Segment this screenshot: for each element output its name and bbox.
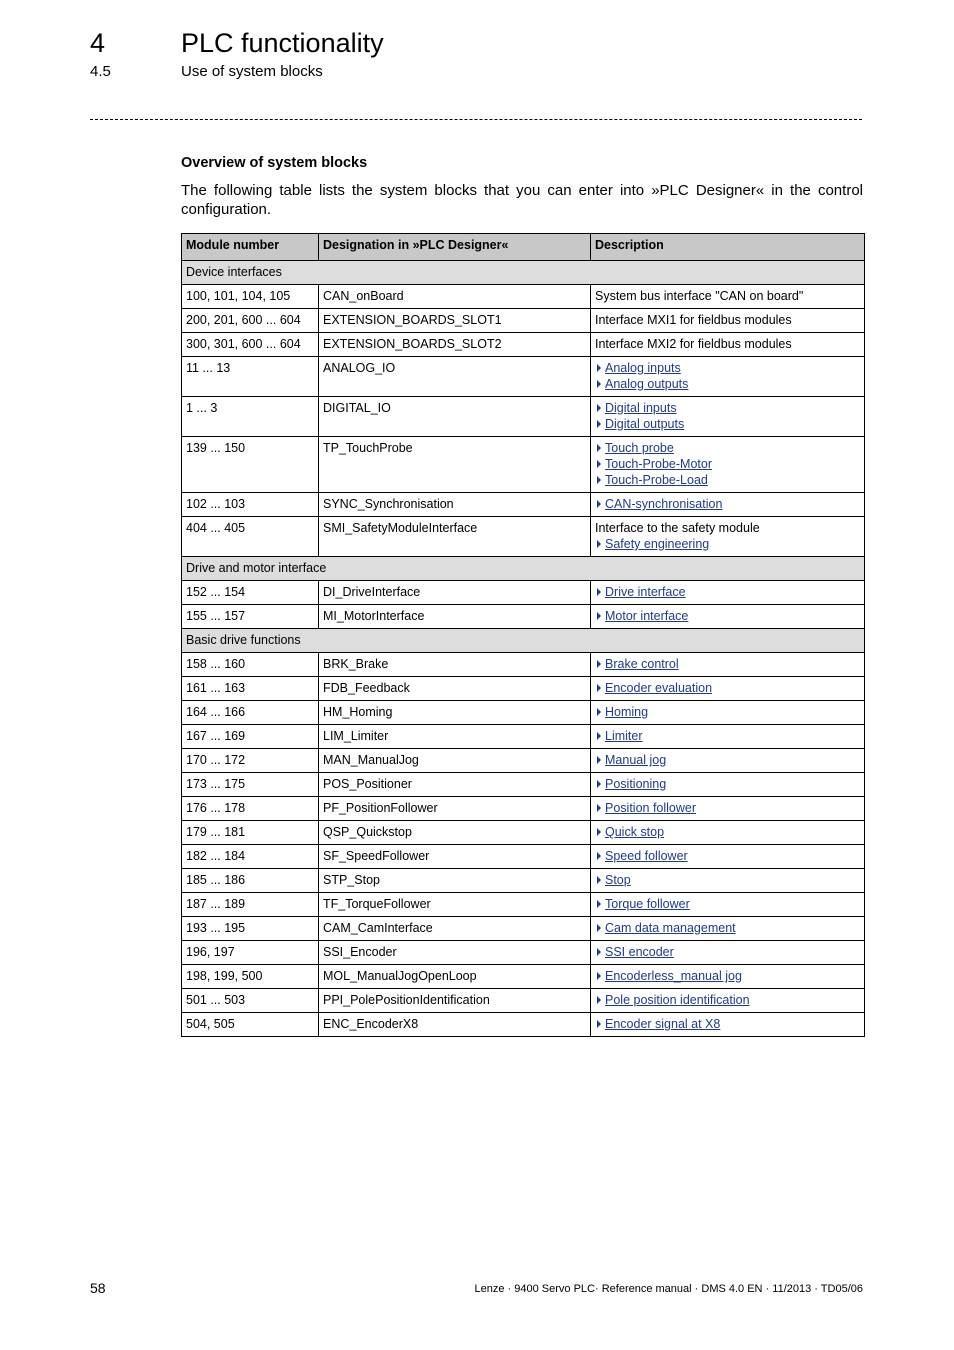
designation-cell: DI_DriveInterface (319, 581, 591, 605)
link-text[interactable]: Digital inputs (605, 401, 677, 415)
table-body (182, 261, 865, 1037)
module-number-cell: 179 ... 181 (182, 821, 319, 845)
designation-cell: EXTENSION_BOARDS_SLOT1 (319, 309, 591, 333)
module-number-cell: 196, 197 (182, 941, 319, 965)
description-cell (591, 581, 865, 605)
link-text[interactable]: Drive interface (605, 585, 686, 599)
module-number-cell: 161 ... 163 (182, 677, 319, 701)
table-row (182, 397, 865, 437)
description-cell (591, 605, 865, 629)
description-link[interactable] (595, 872, 860, 888)
description-cell (591, 821, 865, 845)
table-row (182, 845, 865, 869)
description-cell (591, 333, 865, 357)
module-number-cell: 152 ... 154 (182, 581, 319, 605)
link-text[interactable]: Torque follower (605, 897, 690, 911)
table-row (182, 677, 865, 701)
module-number-cell: 170 ... 172 (182, 749, 319, 773)
designation-cell: PPI_PolePositionIdentification (319, 989, 591, 1013)
intro-paragraph: The following table lists the system blocks that you can enter into »PLC Designer« in the control configuration. (181, 182, 863, 218)
module-number-cell: 300, 301, 600 ... 604 (182, 333, 319, 357)
module-number-cell: 139 ... 150 (182, 437, 319, 493)
description-link[interactable] (595, 416, 860, 432)
link-text[interactable]: SSI encoder (605, 945, 674, 959)
designation-cell: FDB_Feedback (319, 677, 591, 701)
designation-cell: QSP_Quickstop (319, 821, 591, 845)
description-link[interactable] (595, 896, 860, 912)
link-text[interactable]: Manual jog (605, 753, 667, 767)
description-link[interactable] (595, 360, 860, 376)
table-row (182, 989, 865, 1013)
link-text[interactable]: Quick stop (605, 825, 665, 839)
module-number-cell: 193 ... 195 (182, 917, 319, 941)
triangle-right-icon (597, 996, 601, 1004)
link-text[interactable]: Limiter (605, 729, 643, 743)
module-number-cell: 504, 505 (182, 1013, 319, 1037)
table-row (182, 357, 865, 397)
description-link[interactable] (595, 376, 860, 392)
description-link[interactable] (595, 1016, 860, 1032)
description-text: Interface MXI1 for fieldbus modules (595, 313, 792, 327)
module-number-cell: 404 ... 405 (182, 517, 319, 557)
module-number-cell: 501 ... 503 (182, 989, 319, 1013)
table-row (182, 1013, 865, 1037)
triangle-right-icon (597, 404, 601, 412)
designation-cell: ENC_EncoderX8 (319, 1013, 591, 1037)
section-number: 4.5 (90, 63, 111, 80)
description-cell (591, 797, 865, 821)
designation-cell: ANALOG_IO (319, 357, 591, 397)
designation-cell: LIM_Limiter (319, 725, 591, 749)
triangle-right-icon (597, 540, 601, 548)
description-link[interactable] (595, 992, 860, 1008)
link-text[interactable]: Analog inputs (605, 361, 681, 375)
designation-cell: SMI_SafetyModuleInterface (319, 517, 591, 557)
column-header-designation: Designation in »PLC Designer« (319, 234, 591, 261)
module-number-cell: 11 ... 13 (182, 357, 319, 397)
triangle-right-icon (597, 828, 601, 836)
table-row (182, 821, 865, 845)
triangle-right-icon (597, 972, 601, 980)
table-row (182, 437, 865, 493)
table-row (182, 701, 865, 725)
designation-cell: CAN_onBoard (319, 285, 591, 309)
module-number-cell: 158 ... 160 (182, 653, 319, 677)
description-cell (591, 397, 865, 437)
description-link[interactable] (595, 456, 860, 472)
description-cell (591, 285, 865, 309)
link-text[interactable]: Encoderless_manual jog (605, 969, 742, 983)
link-text[interactable]: Cam data management (605, 921, 736, 935)
description-cell (591, 869, 865, 893)
link-text[interactable]: Positioning (605, 777, 667, 791)
group-row (182, 261, 865, 285)
module-number-cell: 185 ... 186 (182, 869, 319, 893)
module-number-cell: 167 ... 169 (182, 725, 319, 749)
header-divider (90, 119, 862, 120)
table-row (182, 749, 865, 773)
triangle-right-icon (597, 948, 601, 956)
link-text[interactable]: Touch-Probe-Load (605, 473, 708, 487)
column-header-module-number: Module number (182, 234, 319, 261)
designation-cell: SSI_Encoder (319, 941, 591, 965)
triangle-right-icon (597, 876, 601, 884)
table-row (182, 773, 865, 797)
chapter-title: PLC functionality (181, 28, 384, 58)
triangle-right-icon (597, 612, 601, 620)
link-text[interactable]: Encoder signal at X8 (605, 1017, 721, 1031)
link-text[interactable]: Homing (605, 705, 649, 719)
triangle-right-icon (597, 660, 601, 668)
designation-cell: DIGITAL_IO (319, 397, 591, 437)
designation-cell: MAN_ManualJog (319, 749, 591, 773)
module-number-cell: 187 ... 189 (182, 893, 319, 917)
description-cell (591, 941, 865, 965)
description-cell (591, 893, 865, 917)
description-link[interactable] (595, 440, 860, 456)
table-row (182, 725, 865, 749)
table-header-row (182, 234, 865, 261)
table-row (182, 581, 865, 605)
table-row (182, 309, 865, 333)
table-row (182, 605, 865, 629)
table-row (182, 797, 865, 821)
link-text[interactable]: Position follower (605, 801, 697, 815)
triangle-right-icon (597, 364, 601, 372)
designation-cell: TP_TouchProbe (319, 437, 591, 493)
triangle-right-icon (597, 780, 601, 788)
description-link[interactable] (595, 752, 860, 768)
description-link[interactable] (595, 944, 860, 960)
triangle-right-icon (597, 900, 601, 908)
triangle-right-icon (597, 420, 601, 428)
footer-doc-info: Lenze · 9400 Servo PLC· Reference manual · DMS 4.0 EN · 11/2013 · TD05/06 (474, 1283, 863, 1295)
description-link[interactable] (595, 704, 860, 720)
designation-cell: PF_PositionFollower (319, 797, 591, 821)
description-link[interactable] (595, 496, 860, 512)
designation-cell: POS_Positioner (319, 773, 591, 797)
triangle-right-icon (597, 756, 601, 764)
link-text[interactable]: Analog outputs (605, 377, 689, 391)
table-row (182, 941, 865, 965)
triangle-right-icon (597, 1020, 601, 1028)
module-number-cell: 173 ... 175 (182, 773, 319, 797)
description-cell (591, 845, 865, 869)
designation-cell: CAM_CamInterface (319, 917, 591, 941)
description-link[interactable] (595, 656, 860, 672)
description-text: Interface to the safety module (595, 521, 760, 535)
designation-cell: MOL_ManualJogOpenLoop (319, 965, 591, 989)
description-cell (591, 517, 865, 557)
description-link[interactable] (595, 680, 860, 696)
link-text[interactable]: Stop (605, 873, 631, 887)
link-text[interactable]: Pole position identification (605, 993, 750, 1007)
description-link[interactable] (595, 536, 860, 552)
designation-cell: SYNC_Synchronisation (319, 493, 591, 517)
module-number-cell: 155 ... 157 (182, 605, 319, 629)
description-cell (591, 917, 865, 941)
designation-cell: HM_Homing (319, 701, 591, 725)
section-title: Use of system blocks (181, 63, 323, 80)
module-number-cell: 200, 201, 600 ... 604 (182, 309, 319, 333)
group-row (182, 629, 865, 653)
table-row (182, 285, 865, 309)
triangle-right-icon (597, 588, 601, 596)
description-cell (591, 309, 865, 333)
table-row (182, 517, 865, 557)
module-number-cell: 182 ... 184 (182, 845, 319, 869)
description-text: System bus interface "CAN on board" (595, 289, 804, 303)
module-number-cell: 1 ... 3 (182, 397, 319, 437)
description-cell (591, 701, 865, 725)
table-row (182, 917, 865, 941)
link-text[interactable]: Brake control (605, 657, 679, 671)
description-cell (591, 357, 865, 397)
designation-cell: MI_MotorInterface (319, 605, 591, 629)
description-link[interactable] (595, 608, 860, 624)
module-number-cell: 164 ... 166 (182, 701, 319, 725)
description-link[interactable] (595, 968, 860, 984)
triangle-right-icon (597, 924, 601, 932)
table-row (182, 893, 865, 917)
table-row (182, 869, 865, 893)
link-text[interactable]: Motor interface (605, 609, 689, 623)
module-number-cell: 102 ... 103 (182, 493, 319, 517)
triangle-right-icon (597, 804, 601, 812)
triangle-right-icon (597, 684, 601, 692)
link-text[interactable]: CAN-synchronisation (605, 497, 723, 511)
column-header-description: Description (591, 234, 865, 261)
description-cell (591, 773, 865, 797)
module-number-cell: 198, 199, 500 (182, 965, 319, 989)
group-row (182, 557, 865, 581)
group-title: Basic drive functions (182, 629, 865, 653)
module-number-cell: 100, 101, 104, 105 (182, 285, 319, 309)
triangle-right-icon (597, 500, 601, 508)
link-text[interactable]: Digital outputs (605, 417, 685, 431)
description-cell (591, 965, 865, 989)
triangle-right-icon (597, 852, 601, 860)
description-cell (591, 493, 865, 517)
description-cell (591, 725, 865, 749)
link-text[interactable]: Touch probe (605, 441, 674, 455)
triangle-right-icon (597, 444, 601, 452)
description-text: Interface MXI2 for fieldbus modules (595, 337, 792, 351)
link-text[interactable]: Touch-Probe-Motor (605, 457, 712, 471)
description-cell (591, 653, 865, 677)
triangle-right-icon (597, 380, 601, 388)
description-link[interactable] (595, 824, 860, 840)
page-number: 58 (90, 1280, 106, 1296)
group-title: Device interfaces (182, 261, 865, 285)
group-title: Drive and motor interface (182, 557, 865, 581)
table-row (182, 965, 865, 989)
description-link[interactable] (595, 584, 860, 600)
table-row (182, 653, 865, 677)
designation-cell: STP_Stop (319, 869, 591, 893)
designation-cell: TF_TorqueFollower (319, 893, 591, 917)
description-cell (591, 677, 865, 701)
description-link[interactable] (595, 776, 860, 792)
designation-cell: EXTENSION_BOARDS_SLOT2 (319, 333, 591, 357)
system-blocks-table (181, 233, 865, 1037)
description-link[interactable] (595, 472, 860, 488)
description-cell (591, 437, 865, 493)
description-cell (591, 1013, 865, 1037)
triangle-right-icon (597, 732, 601, 740)
description-cell (591, 989, 865, 1013)
link-text[interactable]: Encoder evaluation (605, 681, 713, 695)
description-link[interactable] (595, 920, 860, 936)
description-link[interactable] (595, 728, 860, 744)
triangle-right-icon (597, 708, 601, 716)
link-text[interactable]: Safety engineering (605, 537, 710, 551)
overview-heading: Overview of system blocks (181, 155, 368, 171)
table-row (182, 493, 865, 517)
description-link[interactable] (595, 400, 860, 416)
designation-cell: BRK_Brake (319, 653, 591, 677)
link-text[interactable]: Speed follower (605, 849, 688, 863)
table-row (182, 333, 865, 357)
description-cell (591, 749, 865, 773)
module-number-cell: 176 ... 178 (182, 797, 319, 821)
triangle-right-icon (597, 476, 601, 484)
description-link[interactable] (595, 800, 860, 816)
description-link[interactable] (595, 848, 860, 864)
triangle-right-icon (597, 460, 601, 468)
designation-cell: SF_SpeedFollower (319, 845, 591, 869)
chapter-number: 4 (90, 28, 106, 58)
